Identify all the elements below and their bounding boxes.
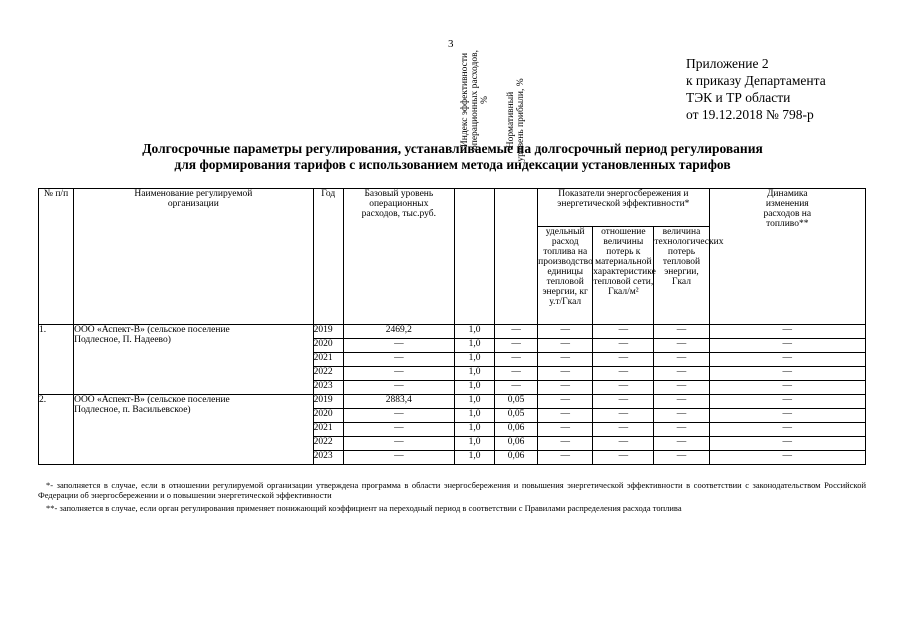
- cell-ratio: —: [593, 423, 654, 437]
- cell-index: 1,0: [454, 451, 494, 465]
- cell-losses: —: [654, 395, 709, 409]
- cell-dynamics: —: [709, 325, 865, 339]
- org-name: ООО «Аспект-В» (сельское поселение Подлесное, П. Надеево): [74, 325, 314, 395]
- cell-year: 2020: [313, 339, 343, 353]
- appendix-block: [686, 55, 826, 123]
- header-index: [454, 50, 494, 325]
- cell-losses: —: [654, 339, 709, 353]
- cell-base: —: [343, 409, 454, 423]
- cell-fuel: —: [538, 339, 593, 353]
- cell-losses: —: [654, 325, 709, 339]
- cell-base: —: [343, 367, 454, 381]
- cell-index: 1,0: [454, 339, 494, 353]
- footnote-1: *- заполняется в случае, если в отношении регулируемой организации утверждена программа в области энергосбережения и повышения энергетической эффективности в соответствии с законодательством Российской Федерации об энергосбережении и о повышении энергетической эффективности: [38, 480, 866, 500]
- appendix-line-1: Приложение 2: [686, 56, 769, 71]
- cell-base: 2883,4: [343, 395, 454, 409]
- cell-profit: 0,05: [495, 409, 538, 423]
- cell-base: 2469,2: [343, 325, 454, 339]
- header-dynamics: Динамика изменения расходов на топливо**: [709, 189, 865, 325]
- cell-fuel: —: [538, 409, 593, 423]
- cell-profit: 0,06: [495, 437, 538, 451]
- cell-profit: —: [495, 325, 538, 339]
- cell-ratio: —: [593, 395, 654, 409]
- cell-base: —: [343, 423, 454, 437]
- cell-base: —: [343, 451, 454, 465]
- cell-dynamics: —: [709, 409, 865, 423]
- cell-year: 2021: [313, 423, 343, 437]
- cell-profit: —: [495, 339, 538, 353]
- cell-ratio: —: [593, 381, 654, 395]
- cell-profit: —: [495, 381, 538, 395]
- cell-dynamics: —: [709, 381, 865, 395]
- header-year: Год: [313, 189, 343, 325]
- cell-fuel: —: [538, 367, 593, 381]
- cell-base: —: [343, 353, 454, 367]
- org-num: 2.: [39, 395, 74, 465]
- cell-ratio: —: [593, 409, 654, 423]
- cell-year: 2023: [313, 381, 343, 395]
- cell-losses: —: [654, 437, 709, 451]
- cell-year: 2022: [313, 367, 343, 381]
- title-line-1: Долгосрочные параметры регулирования, устанавливаемые на долгосрочный период регулирования: [142, 141, 763, 156]
- cell-year: 2019: [313, 325, 343, 339]
- cell-index: 1,0: [454, 409, 494, 423]
- cell-year: 2023: [313, 451, 343, 465]
- header-profit-text: Нормативный уровень прибыли, %: [506, 78, 527, 162]
- cell-index: 1,0: [454, 381, 494, 395]
- cell-losses: —: [654, 353, 709, 367]
- cell-base: —: [343, 437, 454, 451]
- title-line-2: для формирования тарифов с использованием метода индексации установленных тарифов: [174, 157, 731, 172]
- header-base: Базовый уровень операционных расходов, тыс.руб.: [343, 189, 454, 325]
- cell-year: 2022: [313, 437, 343, 451]
- cell-index: 1,0: [454, 437, 494, 451]
- cell-profit: 0,06: [495, 423, 538, 437]
- cell-losses: —: [654, 409, 709, 423]
- table-row: [39, 395, 866, 409]
- cell-index: 1,0: [454, 353, 494, 367]
- org-num: 1.: [39, 325, 74, 395]
- cell-fuel: —: [538, 451, 593, 465]
- cell-fuel: —: [538, 353, 593, 367]
- footnote-2: **- заполняется в случае, если орган регулирования применяет понижающий коэффициент на переходный период в соответствии с Правилами распределения расхода топлива: [46, 503, 682, 513]
- page-number: 3: [448, 38, 454, 50]
- cell-ratio: —: [593, 325, 654, 339]
- cell-year: 2020: [313, 409, 343, 423]
- header-org: Наименование регулируемой организации: [74, 189, 314, 325]
- appendix-line-2: к приказу Департамента: [686, 73, 826, 88]
- cell-ratio: —: [593, 339, 654, 353]
- cell-dynamics: —: [709, 451, 865, 465]
- org-name: ООО «Аспект-В» (сельское поселение Подлесное, п. Васильевское): [74, 395, 314, 465]
- cell-dynamics: —: [709, 339, 865, 353]
- cell-index: 1,0: [454, 423, 494, 437]
- cell-base: —: [343, 339, 454, 353]
- cell-losses: —: [654, 451, 709, 465]
- cell-ratio: —: [593, 451, 654, 465]
- cell-dynamics: —: [709, 353, 865, 367]
- cell-losses: —: [654, 381, 709, 395]
- header-losses: величина технологических потерь тепловой энергии, Гкал: [654, 227, 709, 325]
- cell-ratio: —: [593, 353, 654, 367]
- cell-ratio: —: [593, 367, 654, 381]
- appendix-line-4: от 19.12.2018 № 798-р: [686, 107, 814, 122]
- cell-profit: 0,05: [495, 395, 538, 409]
- cell-fuel: —: [538, 423, 593, 437]
- cell-profit: —: [495, 353, 538, 367]
- cell-losses: —: [654, 423, 709, 437]
- header-fuel: удельный расход топлива на производство единицы тепловой энергии, кг у.т/Гкал: [538, 227, 593, 325]
- cell-base: —: [343, 381, 454, 395]
- header-energy: Показатели энергосбережения и энергетической эффективности*: [538, 189, 709, 227]
- cell-fuel: —: [538, 325, 593, 339]
- cell-year: 2021: [313, 353, 343, 367]
- cell-fuel: —: [538, 395, 593, 409]
- cell-year: 2019: [313, 395, 343, 409]
- cell-fuel: —: [538, 437, 593, 451]
- table-row: [39, 325, 866, 339]
- header-row-1: [39, 189, 866, 227]
- cell-dynamics: —: [709, 437, 865, 451]
- appendix-line-3: ТЭК и ТР области: [686, 90, 791, 105]
- cell-ratio: —: [593, 437, 654, 451]
- cell-index: 1,0: [454, 325, 494, 339]
- cell-index: 1,0: [454, 395, 494, 409]
- cell-index: 1,0: [454, 367, 494, 381]
- cell-dynamics: —: [709, 367, 865, 381]
- document-title: [0, 141, 905, 173]
- cell-profit: —: [495, 367, 538, 381]
- header-num: № п/п: [39, 189, 74, 325]
- cell-profit: 0,06: [495, 451, 538, 465]
- header-losses-ratio: отношение величины потерь к материальной характеристике тепловой сети, Гкал/м²: [593, 227, 654, 325]
- cell-dynamics: —: [709, 395, 865, 409]
- header-index-text: Индекс эффективности операционных расходов, %: [459, 50, 490, 150]
- header-profit: [495, 78, 538, 325]
- cell-dynamics: —: [709, 423, 865, 437]
- cell-losses: —: [654, 367, 709, 381]
- cell-fuel: —: [538, 381, 593, 395]
